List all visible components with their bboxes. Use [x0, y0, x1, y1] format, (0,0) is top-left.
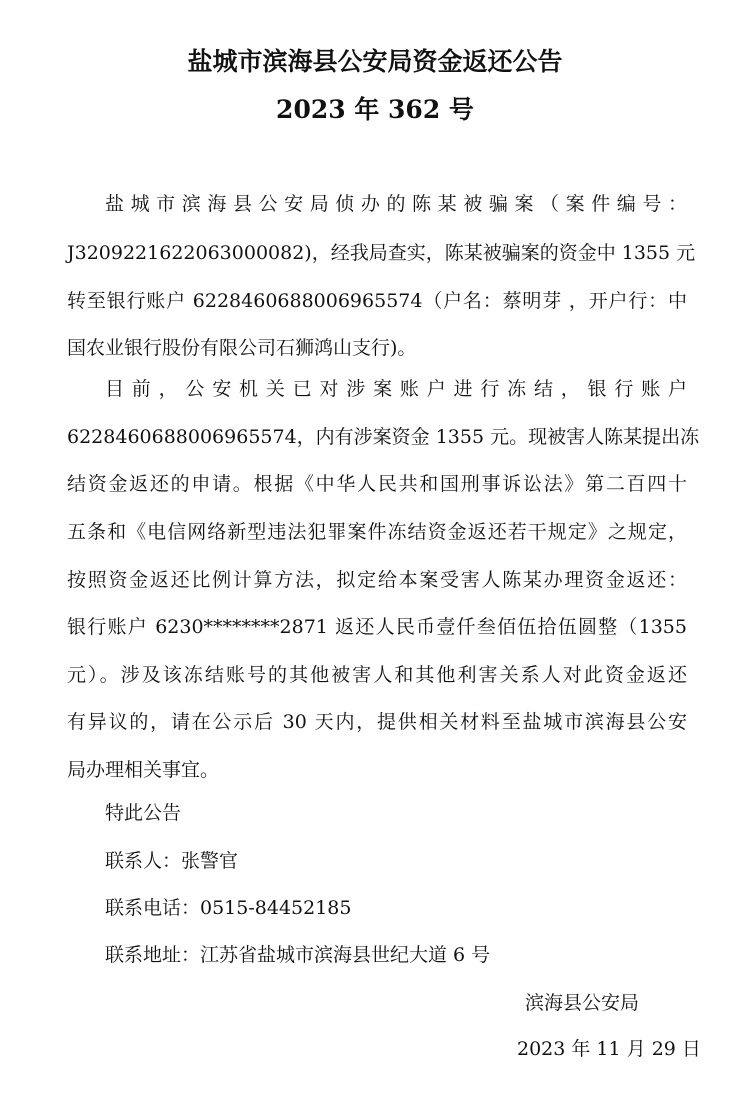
paragraph-2-line: 按照资金返还比例计算方法，拟定给本案受害人陈某办理资金返还： [67, 569, 687, 591]
contact-address: 联系地址：江苏省盐城市滨海县世纪大道 6 号 [105, 944, 491, 966]
paragraph-2-line: 结资金返还的申请。根据《中华人民共和国刑事诉讼法》第二百四十 [67, 473, 687, 495]
paragraph-2-line: 银行账户 6230********2871 返还人民币壹仟叁佰伍拾伍圆整（1355 [67, 616, 687, 638]
paragraph-2-line: 目前，公安机关已对涉案账户进行冻结，银行账户 [105, 378, 687, 400]
paragraph-1-line: J3209221622063000082)，经我局查实，陈某被骗案的资金中 1355 元 [67, 242, 696, 264]
contact-phone: 联系电话：0515-84452185 [105, 897, 352, 919]
paragraph-1-line: 国农业银行股份有限公司石狮鸿山支行)。 [67, 337, 417, 359]
issue-date: 2023 年 11 月 29 日 [517, 1038, 701, 1060]
paragraph-2-line: 局办理相关事宜。 [67, 759, 220, 781]
paragraph-2-line: 有异议的，请在公示后 30 天内，提供相关材料至盐城市滨海县公安 [67, 711, 687, 733]
issuer-name: 滨海县公安局 [525, 992, 640, 1014]
notice-number: 2023 年 362 号 [276, 95, 474, 124]
notice-label: 特此公告 [105, 802, 182, 824]
paragraph-2-line: 五条和《电信网络新型违法犯罪案件冻结资金返还若干规定》之规定， [67, 521, 687, 543]
paragraph-1-line: 转至银行账户 6228460688006965574（户名：蔡明芽 ，开户行：中 [67, 290, 687, 312]
contact-person: 联系人：张警官 [105, 850, 239, 872]
paragraph-2-line: 6228460688006965574，内有涉案资金 1355 元。现被害人陈某提出冻 [67, 426, 700, 448]
notice-title-line1: 盐城市滨海县公安局资金返还公告 [187, 47, 563, 76]
paragraph-1-line: 盐城市滨海县公安局侦办的陈某被骗案（案件编号： [105, 193, 687, 215]
paragraph-2-line: 元）。涉及该冻结账号的其他被害人和其他利害关系人对此资金返还 [67, 664, 687, 686]
